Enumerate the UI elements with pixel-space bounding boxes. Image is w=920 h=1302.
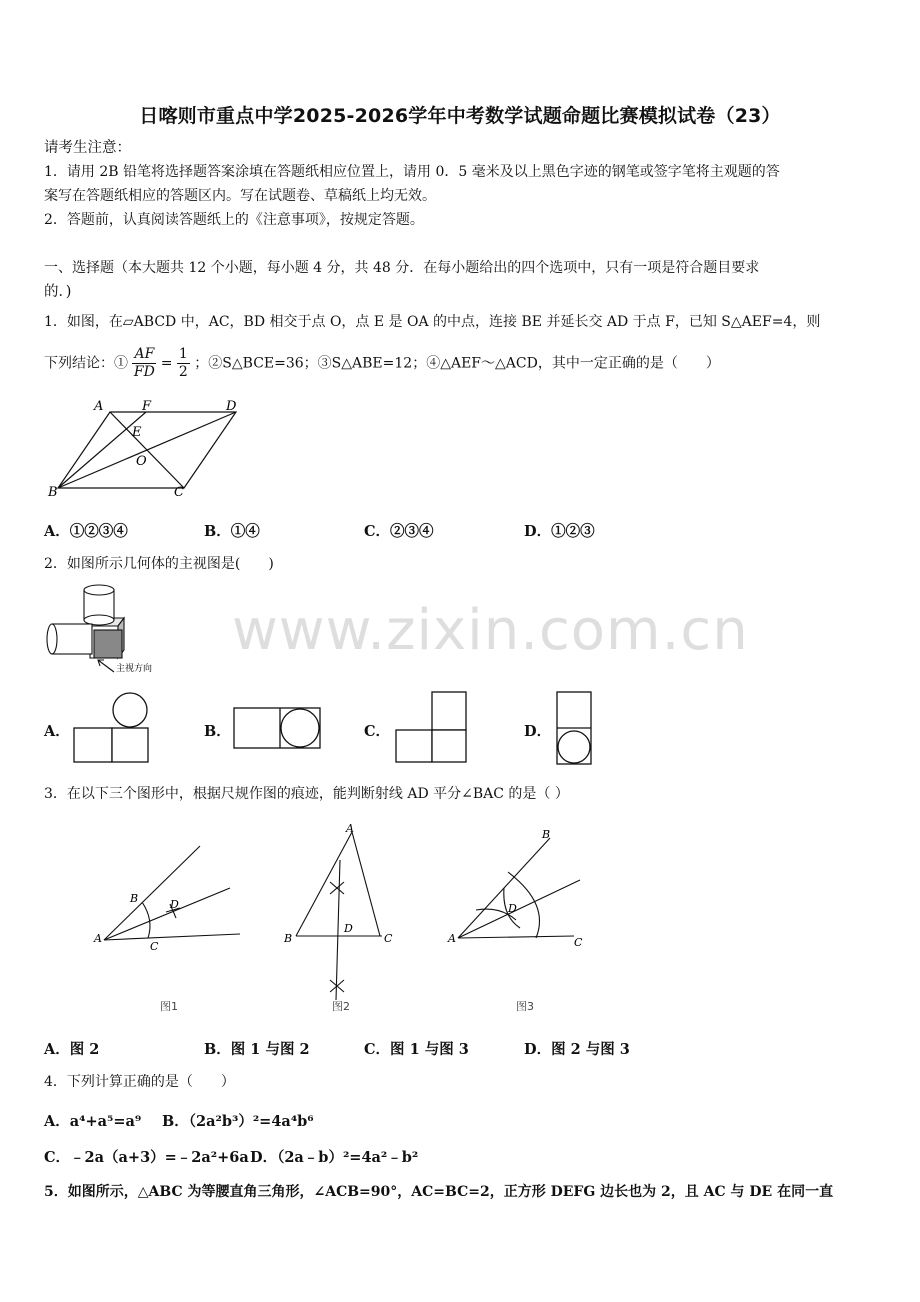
q3-fig3-label-b: B (542, 828, 551, 841)
q3-fig2-caption: 图2 (332, 1000, 350, 1013)
q5-line-1: 5．如图所示，△ABC 为等腰直角三角形，∠ACB=90°，AC=BC=2，正方形 DEFG 边长也为 2，且 AC 与 DE 在同一直 (44, 1184, 834, 1200)
q3-fig3-label-a: A (448, 932, 456, 945)
page-title: 日喀则市重点中学2025-2026学年中考数学试题命题比赛模拟试卷（23） (139, 105, 781, 127)
q3-option-b[interactable]: B．图 1 与图 2 (204, 1041, 310, 1058)
q1-line-2-prefix: 下列结论：① (44, 355, 128, 372)
q3-fig1-label-a: A (94, 932, 102, 945)
section-line-2: 的．) (44, 284, 72, 300)
q1-line-2-suffix: ；②S△BCE=36；③S△ABE=12；④△AEF～△ACD，其中一定正确的是（ ） (194, 355, 720, 372)
q4-option-c[interactable]: C．﹣2a（a+3）=﹣2a²+6a (44, 1149, 249, 1166)
q3-fig2-label-b: B (284, 932, 293, 945)
q2-option-a-figure (72, 690, 152, 766)
q2-option-b[interactable]: B． (204, 723, 231, 740)
q1-label-a: A (94, 399, 104, 414)
q2-option-d-figure (554, 688, 594, 768)
q1-option-d[interactable]: D．①②③ (524, 523, 595, 540)
q3-option-c[interactable]: C．图 1 与图 3 (364, 1041, 469, 1058)
q3-fig3-label-c: C (574, 936, 583, 949)
q2-option-c[interactable]: C． (364, 723, 391, 740)
q1-frac2-den: 2 (178, 364, 188, 380)
q1-equals: = (160, 355, 173, 372)
q1-label-d: D (226, 399, 237, 414)
q3-fig1-label-d: D (170, 898, 179, 911)
notice-line-1a: 1．请用 2B 铅笔将选择题答案涂填在答题纸相应位置上，请用 0．5 毫米及以上黑色字迹的钢笔或签字笔将主观题的答 (44, 164, 780, 180)
notice-header: 请考生注意： (44, 140, 131, 156)
q3-construction-figures (90, 820, 610, 1020)
q3-fig3-caption: 图3 (516, 1000, 534, 1013)
q4-stem: 4．下列计算正确的是（ ） (44, 1074, 235, 1090)
q1-frac-num: AF (134, 346, 155, 362)
q3-stem: 3．在以下三个图形中，根据尺规作图的痕迹，能判断射线 AD 平分∠BAC 的是（ ） (44, 786, 569, 802)
q2-solid-figure (44, 582, 164, 678)
q1-fraction-half (177, 346, 190, 381)
q1-label-o: O (136, 454, 147, 469)
q1-label-e: E (132, 425, 142, 440)
q3-option-d[interactable]: D．图 2 与图 3 (524, 1041, 630, 1058)
q1-line-1: 1．如图，在▱ABCD 中，AC，BD 相交于点 O，点 E 是 OA 的中点，连接 BE 并延长交 AD 于点 F，已知 S△AEF=4，则 (44, 314, 821, 330)
q3-fig2-label-a: A (346, 822, 354, 835)
notice-line-1b: 案写在答题纸相应的答题区内。写在试题卷、草稿纸上均无效。 (44, 188, 436, 204)
q2-option-c-figure (394, 690, 470, 766)
q4-option-d[interactable]: D．（2a﹣b）²=4a²﹣b² (250, 1149, 419, 1166)
q3-option-a[interactable]: A．图 2 (44, 1041, 100, 1058)
q2-option-a[interactable]: A． (44, 723, 70, 740)
q1-frac-den: FD (133, 364, 155, 380)
q1-label-b: B (48, 485, 58, 500)
notice-line-2: 2．答题前，认真阅读答题纸上的《注意事项》，按规定答题。 (44, 212, 424, 228)
q2-view-label: 主视方向 (116, 664, 153, 674)
q3-fig1-label-b: B (130, 892, 139, 905)
q3-fig3-label-d: D (508, 902, 517, 915)
q2-option-d[interactable]: D． (524, 723, 552, 740)
section-line-1: 一、选择题（本大题共 12 个小题，每小题 4 分，共 48 分．在每小题给出的四个选项中，只有一项是符合题目要求 (44, 260, 760, 276)
watermark: www.zixin.com.cn (232, 598, 749, 663)
q2-stem: 2．如图所示几何体的主视图是( ) (44, 556, 274, 572)
q1-option-a[interactable]: A．①②③④ (44, 523, 128, 540)
q4-option-a[interactable]: A．a⁴+a⁵=a⁹ (44, 1113, 142, 1130)
q1-label-f: F (142, 399, 152, 414)
q1-frac2-num: 1 (178, 346, 188, 362)
q4-option-b[interactable]: B．（2a²b³）²=4a⁴b⁶ (162, 1113, 314, 1130)
q3-fig1-label-c: C (150, 940, 159, 953)
q1-parallelogram-figure (44, 392, 254, 502)
q1-fraction-af-fd (132, 346, 156, 381)
q1-line-2 (44, 346, 720, 381)
q2-option-b-figure (232, 704, 324, 752)
q3-fig2-label-d: D (344, 922, 353, 935)
q1-option-b[interactable]: B．①④ (204, 523, 260, 540)
q3-fig2-label-c: C (384, 932, 393, 945)
q1-label-c: C (174, 485, 184, 500)
q1-option-c[interactable]: C．②③④ (364, 523, 434, 540)
q3-fig1-caption: 图1 (160, 1000, 178, 1013)
